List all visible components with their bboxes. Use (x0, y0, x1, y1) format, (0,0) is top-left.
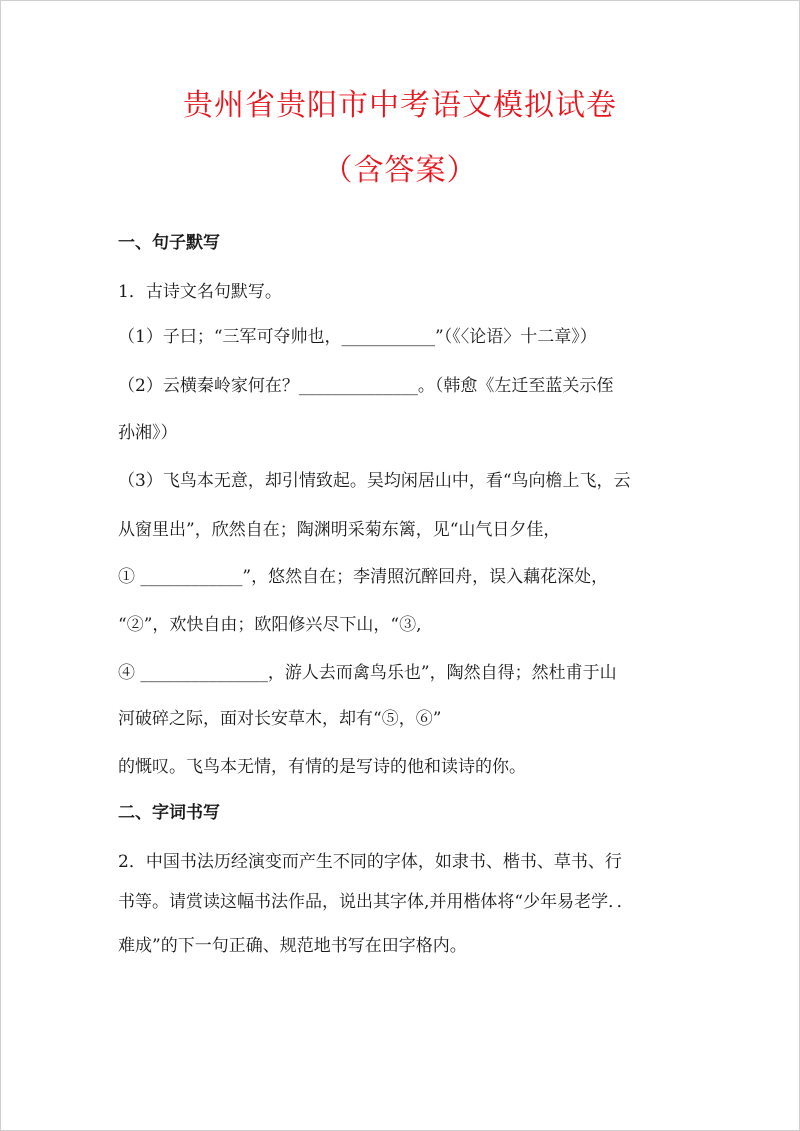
question-line: ④ _______________，游人去而禽鸟乐也”，陶然自得；然杜甫于山 (118, 663, 617, 683)
section-heading-writing: 二、字词书写 (118, 803, 220, 823)
document-title: 贵州省贵阳市中考语文模拟试卷 (183, 88, 617, 123)
question-line: ① ____________”，悠然自在；李清照沉醉回舟，误入藕花深处， (118, 567, 609, 587)
question-line: （2）云横秦岭家何在？______________。（韩愈《左迁至蓝关示侄 (118, 376, 614, 396)
section-heading-dictation: 一、句子默写 (118, 233, 220, 253)
document-subtitle: （含答案） (322, 153, 478, 188)
question-line: 河破碎之际，面对长安草木，却有“⑤，⑥” (118, 709, 442, 729)
question-line: 2．中国书法历经演变而产生不同的字体，如隶书、楷书、草书、行 (118, 852, 622, 872)
question-line: 1．古诗文名句默写。 (118, 282, 282, 302)
question-line: （1）子曰；“三军可夺帅也，___________”（《〈论语〉十二章》） (118, 327, 597, 347)
question-line: 从窗里出”，欣然自在；陶渊明采菊东篱，见“山气日夕佳， (118, 520, 561, 540)
question-line: 书等。请赏读这幅书法作品，说出其字体,并用楷体将“少年易老学．． (118, 892, 634, 912)
question-line: （3）飞鸟本无意，却引情致起。吴均闲居山中，看“鸟向檐上飞，云 (118, 471, 631, 491)
question-line: 难成”的下一句正确、规范地书写在田字格内。 (118, 936, 467, 956)
question-line: “②”，欢快自由；欧阳修兴尽下山，“③, (118, 615, 422, 635)
question-line: 孙湘》） (118, 423, 178, 443)
question-line: 的慨叹。飞鸟本无情，有情的是写诗的他和读诗的你。 (118, 757, 526, 777)
